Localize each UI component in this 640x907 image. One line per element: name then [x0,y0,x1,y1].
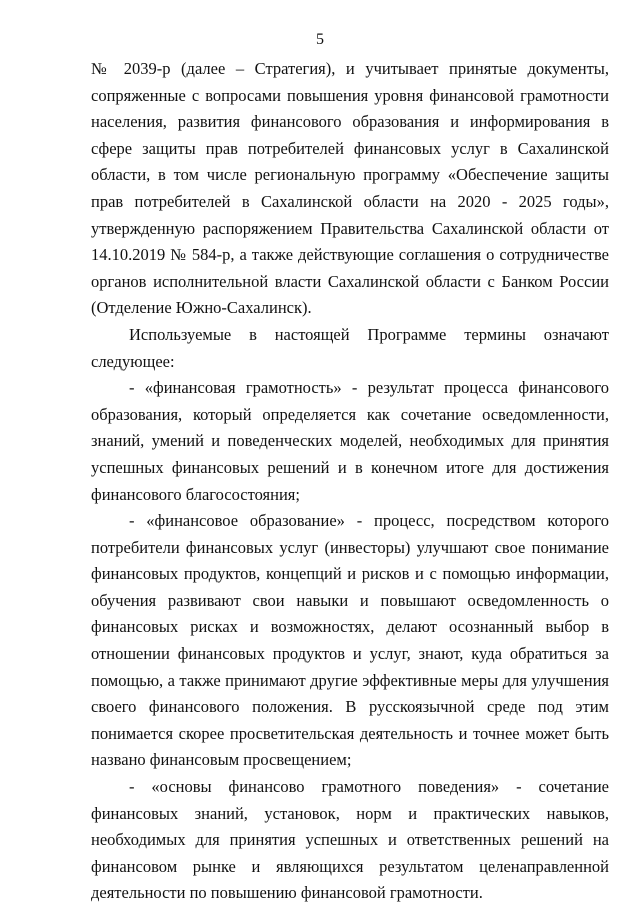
paragraph-strategy-continuation: № 2039-р (далее – Стратегия), и учитывает принятые документы, сопряженные с вопросами повышения уровня финансовой грамотности населения, развития финансового образования и информирования в сфере защиты прав потребителей финансовых услуг в Сахалинской области, в том числе региональную программу «Обеспечение защиты прав потребителей в Сахалинской области на 2020 - 2025 годы», утвержденную распоряжением Правительства Сахалинской области от 14.10.2019 № 584-р, а также действующие соглашения о сотрудничестве органов исполнительной власти Сахалинской области с Банком России (Отделение Южно-Сахалинск). [91,59,609,318]
paragraph-term-financial-education: - «финансовое образование» - процесс, посредством которого потребители финансовых услуг (инвесторы) улучшают свое понимание финансовых продуктов, концепций и рисков и с помощью информации, обучения развивают свои навыки и повышают осведомленность о финансовых рисках и возможностях, делают осознанный выбор в отношении финансовых продуктов и услуг, знают, куда обратиться за помощью, а также принимают другие эффективные меры для улучшения своего финансового положения. В русскоязычной среде под этим понимается скорее просветительская деятельность и точнее может быть названо финансовым просвещением; [91,511,609,770]
document-body [91,56,609,907]
paragraph-term-financial-behavior: - «основы финансово грамотного поведения» - сочетание финансовых знаний, установок, норм и практических навыков, необходимых для принятия успешных и ответственных решений на финансовом рынке и являющихся результатом целенаправленной деятельности по повышению финансовой грамотности. [91,777,609,903]
paragraph-term-financial-literacy: - «финансовая грамотность» - результат процесса финансового образования, который определяется как сочетание осведомленности, знаний, умений и поведенческих моделей, необходимых для принятия успешных финансовых решений и в конечном итоге для достижения финансового благосостояния; [91,378,609,504]
page-number: 5 [316,31,324,48]
paragraph-terms-intro: Используемые в настоящей Программе термины означают следующее: [91,324,609,371]
